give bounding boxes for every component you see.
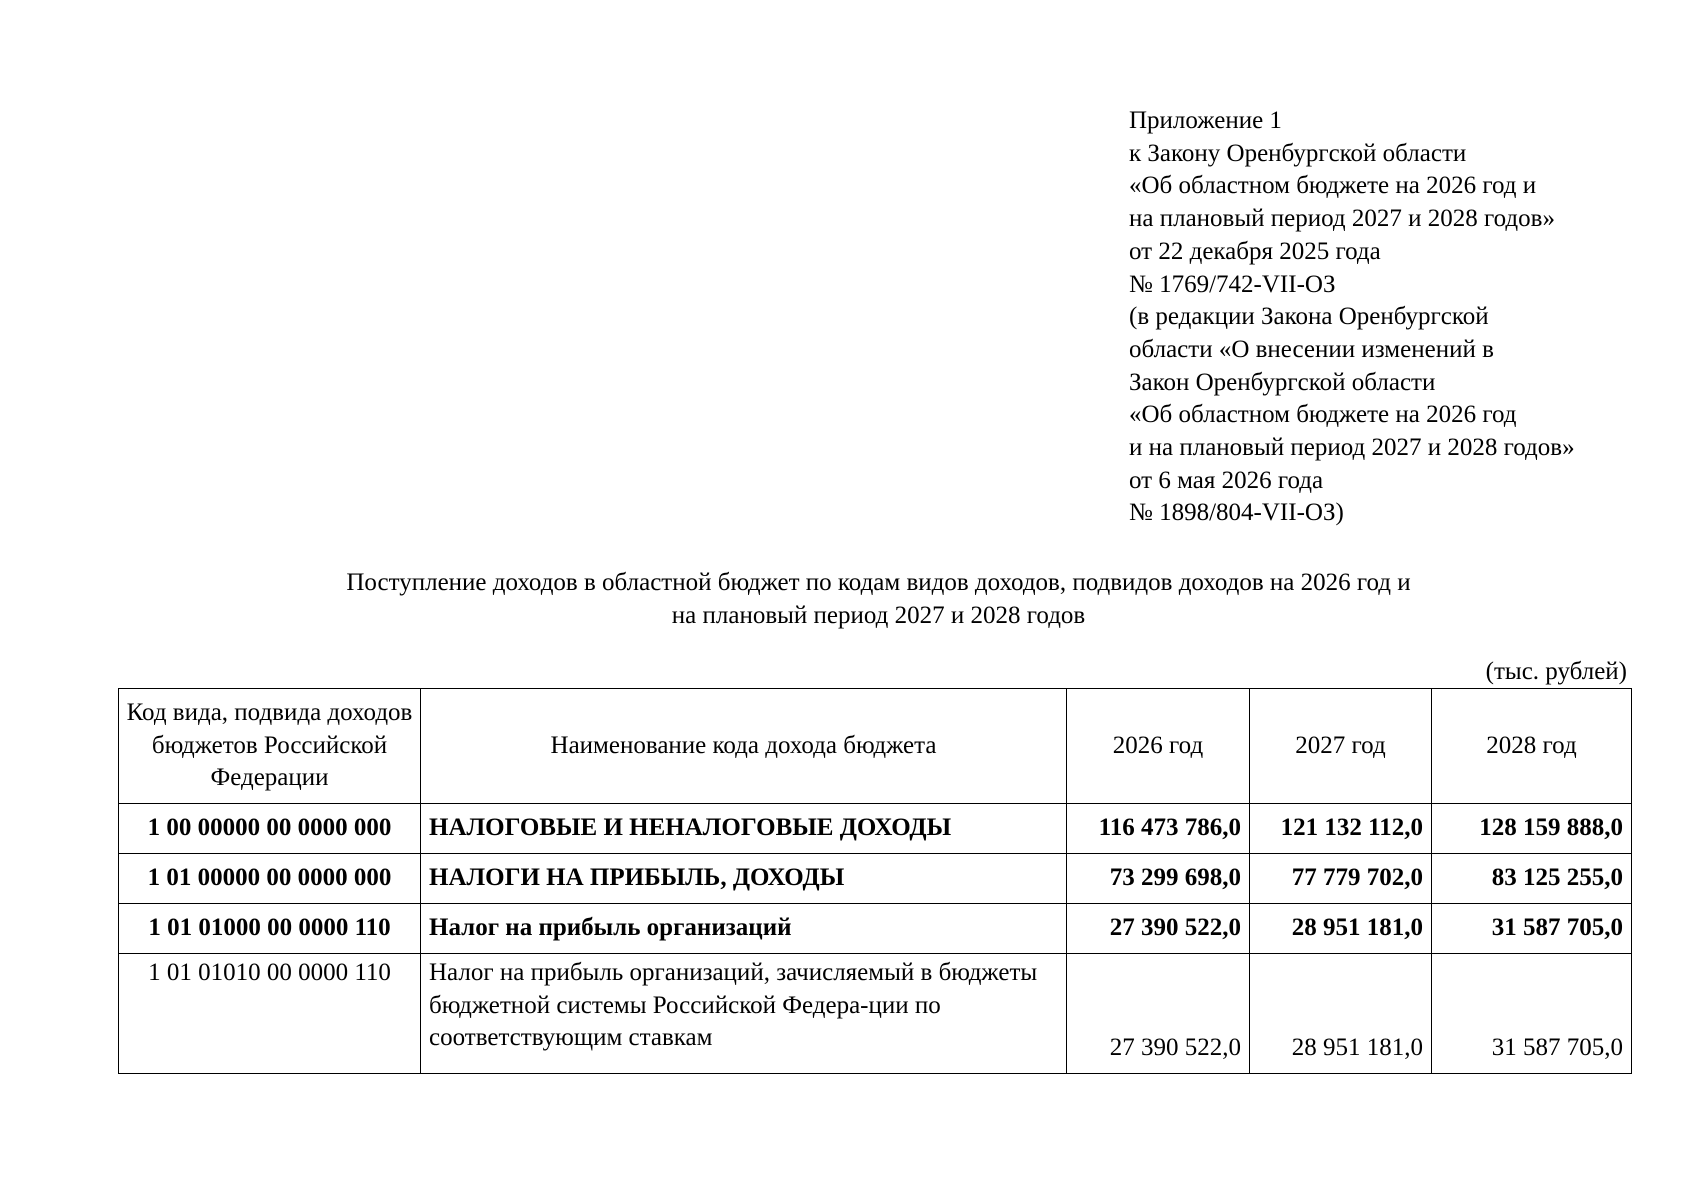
- amount-2027: 28 951 181,0: [1250, 904, 1432, 954]
- table-row: [119, 954, 1632, 1074]
- appendix-line: на плановый период 2027 и 2028 годов»: [1129, 205, 1555, 233]
- appendix-line: № 1898/804-VII-ОЗ): [1129, 499, 1344, 527]
- income-code: 1 01 01010 00 0000 110: [119, 954, 421, 1074]
- document-title: [30, 567, 1697, 632]
- amount-2028: 83 125 255,0: [1432, 854, 1632, 904]
- appendix-line: (в редакции Закона Оренбургской: [1129, 303, 1489, 331]
- amount-2026: 73 299 698,0: [1067, 854, 1250, 904]
- appendix-line: от 22 декабря 2025 года: [1129, 237, 1381, 265]
- income-name: НАЛОГИ НА ПРИБЫЛЬ, ДОХОДЫ: [421, 854, 1067, 904]
- units-label: (тыс. рублей): [1485, 658, 1627, 685]
- title-line-1: Поступление доходов в областной бюджет по кодам видов доходов, подвидов доходов на 2026 год и: [346, 569, 1411, 596]
- header-2028: 2028 год: [1432, 689, 1632, 804]
- header-2027: 2027 год: [1250, 689, 1432, 804]
- amount-2026: 27 390 522,0: [1067, 904, 1250, 954]
- amount-2028: 31 587 705,0: [1432, 954, 1632, 1074]
- amount-2028: 31 587 705,0: [1432, 904, 1632, 954]
- header-code: Код вида, подвида доходов бюджетов Российской Федерации: [119, 689, 421, 804]
- income-code: 1 01 01000 00 0000 110: [119, 904, 421, 954]
- income-name: НАЛОГОВЫЕ И НЕНАЛОГОВЫЕ ДОХОДЫ: [421, 804, 1067, 854]
- appendix-line: к Закону Оренбургской области: [1129, 139, 1467, 167]
- income-table: [118, 688, 1632, 1074]
- appendix-line: от 6 мая 2026 года: [1129, 466, 1324, 494]
- table-header-row: [119, 689, 1632, 804]
- appendix-line: области «О внесении изменений в: [1129, 335, 1494, 363]
- amount-2028: 128 159 888,0: [1432, 804, 1632, 854]
- header-2026: 2026 год: [1067, 689, 1250, 804]
- appendix-line: Приложение 1: [1129, 107, 1282, 134]
- amount-2027: 77 779 702,0: [1250, 854, 1432, 904]
- header-name: Наименование кода дохода бюджета: [421, 689, 1067, 804]
- income-name: Налог на прибыль организаций, зачисляемый в бюджеты бюджетной системы Российской Федера-ции по соответствующим ставкам: [421, 954, 1067, 1074]
- income-name: Налог на прибыль организаций: [421, 904, 1067, 954]
- income-code: 1 00 00000 00 0000 000: [119, 804, 421, 854]
- amount-2027: 28 951 181,0: [1250, 954, 1432, 1074]
- appendix-line: № 1769/742-VII-ОЗ: [1129, 270, 1336, 298]
- table-row: [119, 804, 1632, 854]
- amount-2026: 27 390 522,0: [1067, 954, 1250, 1074]
- appendix-line: и на плановый период 2027 и 2028 годов»: [1129, 434, 1575, 462]
- appendix-line: «Об областном бюджете на 2026 год: [1129, 401, 1517, 429]
- table-row: [119, 904, 1632, 954]
- title-line-2: на плановый период 2027 и 2028 годов: [671, 601, 1086, 629]
- income-code: 1 01 00000 00 0000 000: [119, 854, 421, 904]
- amount-2026: 116 473 786,0: [1067, 804, 1250, 854]
- appendix-line: Закон Оренбургской области: [1129, 368, 1436, 396]
- appendix-line: «Об областном бюджете на 2026 год и: [1129, 172, 1537, 200]
- table-row: [119, 854, 1632, 904]
- appendix-heading: [1129, 105, 1669, 530]
- amount-2027: 121 132 112,0: [1250, 804, 1432, 854]
